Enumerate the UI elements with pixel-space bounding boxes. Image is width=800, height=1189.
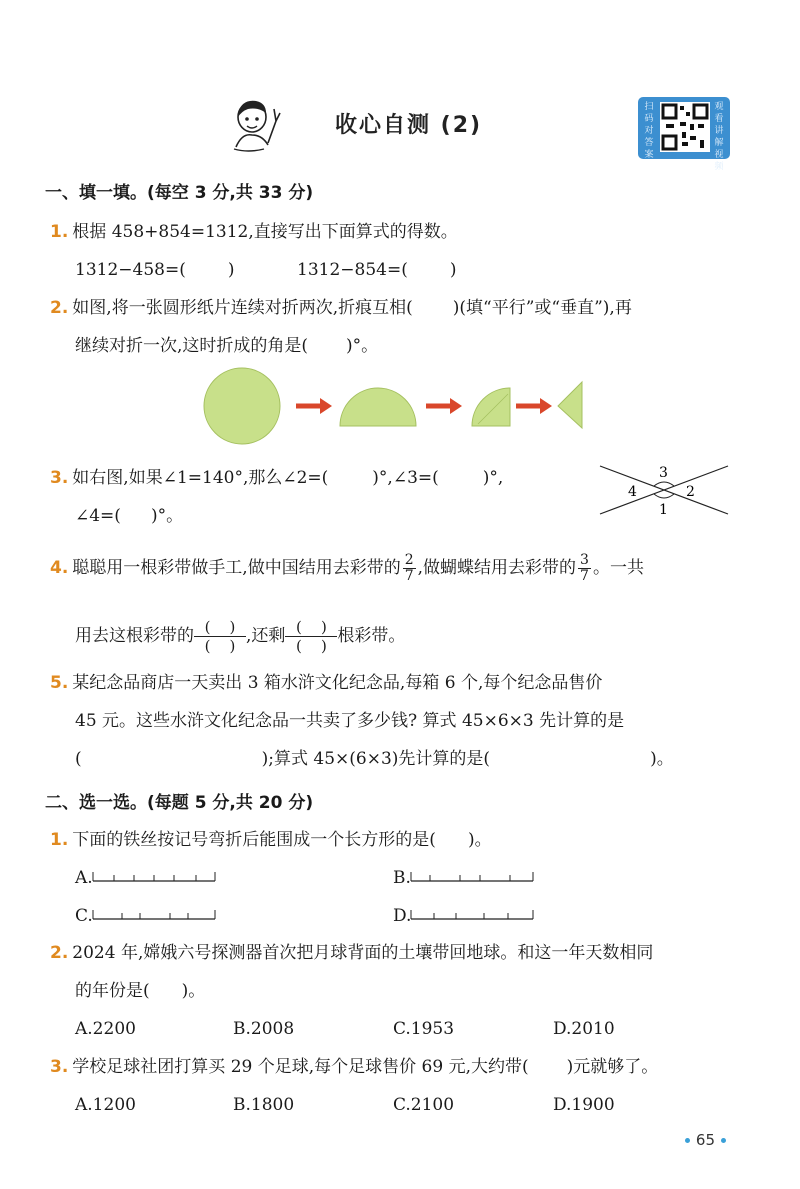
arrow-icon	[320, 398, 332, 414]
option-c[interactable]	[75, 904, 93, 928]
page-number	[679, 1131, 732, 1149]
question-1-5-line3	[75, 747, 674, 771]
option-label: C.	[75, 906, 93, 926]
option-a[interactable]: A.2200	[75, 1019, 136, 1039]
question-text: 如右图,如果∠1=140°,那么∠2=(	[72, 468, 329, 488]
option-a[interactable]: A.1200	[75, 1095, 136, 1115]
wire-diagram-c	[92, 906, 217, 925]
question-text: 45 元。这些水浒文化纪念品一共卖了多少钱? 算式 45×6×3 先计算的是	[75, 711, 625, 731]
question-text-end: )。	[467, 830, 492, 850]
question-text: 学校足球社团打算买 29 个足球,每个足球售价 69 元,大约带(	[72, 1057, 529, 1077]
angle-label-2: 2	[686, 484, 695, 500]
question-text: 聪聪用一根彩带做手工,做中国结用去彩带的	[72, 558, 401, 578]
qr-left-caption: 扫码对答案	[644, 102, 654, 160]
expression-a	[75, 258, 234, 282]
question-text-end: )。	[181, 981, 206, 1001]
page-title: 收心自测 (2)	[335, 113, 483, 138]
option-label: A.	[75, 868, 93, 888]
dot-icon	[685, 1138, 690, 1143]
question-text-end: )°,	[482, 468, 504, 488]
angle-label-1: 1	[659, 502, 668, 518]
question-1-2-line2	[75, 334, 378, 358]
option-b[interactable]: B.2008	[233, 1019, 295, 1039]
expression-a-close: )	[227, 260, 235, 280]
question-text-cont: ,做蝴蝶结用去彩带的	[417, 558, 577, 578]
option-c[interactable]: C.1953	[393, 1019, 455, 1039]
question-2-1	[50, 828, 492, 852]
question-text-cont: ,还剩	[246, 626, 286, 646]
question-text: 下面的铁丝按记号弯折后能围成一个长方形的是(	[72, 830, 436, 850]
question-text-cont: )°。	[150, 506, 184, 526]
option-b[interactable]	[393, 866, 411, 890]
option-c[interactable]: C.2100	[393, 1095, 455, 1115]
question-1-3	[50, 466, 503, 490]
question-text: 如图,将一张圆形纸片连续对折两次,折痕互相(	[72, 298, 413, 318]
question-1-2	[50, 296, 632, 320]
option-d[interactable]: D.2010	[553, 1019, 615, 1039]
question-text-cont: )(填“平行”或“垂直”),再	[452, 298, 632, 318]
question-text: 2024 年,嫦娥六号探测器首次把月球背面的土壤带回地球。和这一年天数相同	[72, 943, 654, 963]
wire-diagram-a	[92, 868, 217, 887]
option-d[interactable]	[393, 904, 411, 928]
option-label: D.	[393, 906, 412, 926]
fraction-2-7: $\frac{2}{7}$	[404, 552, 414, 584]
question-text: 用去这根彩带的	[75, 626, 194, 646]
fraction-3-7: $\frac{3}{7}$	[580, 552, 589, 584]
question-number: 3.	[50, 1057, 69, 1077]
expression-b-text: 1312−854=(	[297, 260, 408, 280]
option-label: B.	[393, 868, 411, 888]
question-text-end: 。一共	[592, 558, 644, 578]
question-number: 5.	[50, 673, 69, 693]
fraction-answer-blank-remaining[interactable]: ( ) ( )	[285, 618, 337, 655]
option-b[interactable]: B.1800	[233, 1095, 295, 1115]
paren-open: (	[75, 749, 82, 769]
section-heading-fill-in: 一、填一填。(每空 3 分,共 33 分)	[45, 183, 314, 203]
page-number-text: 65	[695, 1131, 715, 1149]
question-2-2	[50, 941, 653, 965]
paper-folding-figure	[200, 366, 590, 450]
qr-code-icon	[660, 102, 710, 152]
wire-diagram-b	[410, 868, 535, 887]
angle-label-3: 3	[659, 465, 668, 481]
question-1-5	[50, 671, 602, 695]
question-text: ∠4=(	[75, 506, 121, 526]
expression-b-close: )	[449, 260, 457, 280]
question-1-4	[50, 553, 644, 584]
question-number: 2.	[50, 943, 69, 963]
question-2-2-line2	[75, 979, 205, 1003]
option-a[interactable]	[75, 866, 93, 890]
question-text-cont: )°。	[346, 336, 379, 356]
question-1-4-line2	[75, 618, 405, 655]
question-text-end: 根彩带。	[337, 626, 406, 646]
dot-icon	[721, 1138, 726, 1143]
question-text: 继续对折一次,这时折成的角是(	[75, 336, 309, 356]
fraction-answer-blank-used[interactable]: ( ) ( )	[194, 618, 246, 655]
intersecting-lines-diagram	[598, 462, 730, 522]
expression-a-text: 1312−458=(	[75, 260, 186, 280]
expression-b	[297, 258, 456, 282]
question-number: 2.	[50, 298, 69, 318]
question-text: );算式 45×(6×3)先计算的是(	[261, 749, 491, 769]
qr-code-badge[interactable]	[638, 97, 730, 172]
question-number: 1.	[50, 222, 69, 242]
wire-diagram-d	[410, 906, 535, 925]
arrow-icon	[450, 398, 462, 414]
paren-close: )。	[650, 749, 674, 769]
question-number: 1.	[50, 830, 69, 850]
angle-label-4: 4	[628, 484, 637, 500]
option-d[interactable]: D.1900	[553, 1095, 615, 1115]
question-1-1	[50, 220, 458, 244]
question-text: 根据 458+854=1312,直接写出下面算式的得数。	[72, 222, 458, 242]
question-text-cont: )°,∠3=(	[372, 468, 439, 488]
section-heading-multiple-choice: 二、选一选。(每题 5 分,共 20 分)	[45, 793, 314, 813]
question-text: 某纪念品商店一天卖出 3 箱水浒文化纪念品,每箱 6 个,每个纪念品售价	[72, 673, 603, 693]
question-text-end: )元就够了。	[566, 1057, 659, 1077]
question-number: 3.	[50, 468, 69, 488]
question-number: 4.	[50, 558, 69, 578]
question-2-3	[50, 1055, 658, 1079]
question-text: 的年份是(	[75, 981, 150, 1001]
question-1-3-line2	[75, 504, 183, 528]
question-1-5-line2	[75, 709, 624, 733]
qr-right-caption: 观看讲解视频	[714, 102, 724, 172]
mascot-illustration	[228, 95, 288, 157]
arrow-icon	[540, 398, 552, 414]
